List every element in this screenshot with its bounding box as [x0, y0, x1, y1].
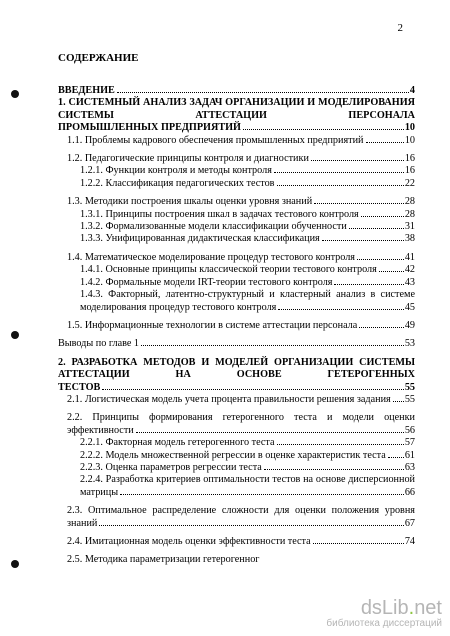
toc-page-number: 4 — [409, 85, 415, 96]
toc-leader-dots — [322, 240, 404, 241]
toc-entry-text: 1.4.2. Формальные модели IRT-теории тестового контроля — [80, 276, 333, 288]
toc-page-number: 16 — [404, 165, 415, 177]
toc-entry-text: 1.3. Методики построения шкалы оценки уровня знаний — [67, 196, 313, 208]
toc-entry-text: 1.2. Педагогические принципы контроля и диагностики — [67, 153, 309, 165]
toc-entry[interactable] — [58, 97, 415, 134]
toc-page-number: 41 — [404, 251, 415, 263]
toc-leader-dots — [357, 259, 404, 260]
toc-entry-text: 1.1. Проблемы кадрового обеспечения промышленных предприятий — [67, 134, 364, 146]
toc-entry[interactable] — [67, 320, 415, 332]
toc-leader-dots — [349, 228, 404, 229]
toc-entry[interactable] — [80, 221, 415, 233]
binder-hole — [11, 331, 19, 339]
toc-entry[interactable] — [58, 357, 415, 394]
toc-page-number: 53 — [404, 338, 415, 350]
toc-entry-text: 1.4.3. Факторный, латентно-структурный и кластерный анализ в системе — [80, 289, 415, 301]
toc-entry[interactable] — [67, 394, 415, 406]
toc-entry-text: 1.3.1. Принципы построения шкал в задачах тестового контроля — [80, 208, 359, 220]
toc-title: СОДЕРЖАНИЕ — [58, 52, 139, 64]
toc-entry[interactable] — [67, 554, 415, 566]
toc-page-number: 31 — [404, 221, 415, 233]
toc-entry-text-tail: моделирования процедур тестового контроля — [80, 301, 277, 313]
toc-leader-dots — [99, 525, 403, 526]
toc-entry-text: 2.2.1. Факторная модель гетерогенного теста — [80, 437, 275, 449]
toc-entry-text: 2.2.3. Оценка параметров регрессии теста — [80, 461, 262, 473]
toc-entry[interactable] — [80, 289, 415, 314]
binder-hole — [11, 560, 19, 568]
toc-page-number: 49 — [404, 319, 415, 331]
watermark-logo: dsLib.net — [360, 597, 442, 619]
toc-entry-text: 1. СИСТЕМНЫЙ АНАЛИЗ ЗАДАЧ ОРГАНИЗАЦИИ И МОДЕЛИРОВАНИЯ СИСТЕМЫ АТТЕСТАЦИИ ПЕРСОНАЛА — [58, 97, 415, 121]
toc-entry-text: 1.3.3. Унифицированная дидактическая классификация — [80, 233, 320, 245]
toc-leader-dots — [359, 327, 404, 328]
toc-entry-text: 1.4. Математическое моделирование процедур тестового контроля — [67, 251, 355, 263]
toc-entry[interactable] — [58, 85, 415, 97]
toc-entry[interactable] — [80, 450, 415, 462]
toc-page-number: 42 — [404, 264, 415, 276]
toc-entry[interactable] — [67, 135, 415, 147]
toc-entry-text-tail: ТЕСТОВ — [58, 381, 101, 393]
toc-leader-dots — [388, 457, 404, 458]
toc-entry-text: ВВЕДЕНИЕ — [58, 85, 115, 96]
toc-leader-dots — [274, 172, 404, 173]
toc-entry-text: 2.2.4. Разработка критериев оптимальности тестов на основе дисперсионной — [80, 474, 415, 486]
page-number: 2 — [397, 22, 403, 34]
toc-page-number: 10 — [404, 134, 415, 146]
toc-entry-text: 2.3. Оптимальное распределение сложности для оценки положения уровня — [67, 505, 415, 517]
toc-leader-dots — [313, 543, 404, 544]
toc-entry-text: 1.3.2. Формализованные модели классификации обученности — [80, 221, 347, 233]
toc-leader-dots — [361, 216, 404, 217]
toc-entry[interactable] — [80, 178, 415, 190]
toc-page-number: 22 — [404, 177, 415, 189]
toc-entry-text: 1.2.1. Функции контроля и методы контроля — [80, 165, 272, 177]
toc-entry[interactable] — [67, 252, 415, 264]
toc-leader-dots — [393, 401, 404, 402]
toc-entry-text: 2.1. Логистическая модель учета процента правильности решения задания — [67, 393, 391, 405]
toc-page-number: 28 — [404, 208, 415, 220]
toc-entry-text-tail: матрицы — [80, 486, 119, 498]
toc-leader-dots — [334, 284, 403, 285]
toc-page-number: 55 — [404, 381, 415, 393]
toc-leader-dots — [379, 271, 404, 272]
toc-entry[interactable] — [80, 209, 415, 221]
toc-entry-text: Выводы по главе 1 — [58, 338, 140, 350]
toc-page-number: 28 — [404, 196, 415, 208]
toc-leader-dots — [120, 494, 404, 495]
toc-entry-text: 1.2.2. Классификация педагогических тестов — [80, 177, 275, 189]
toc-leader-dots — [277, 185, 404, 186]
toc-entry-text: 2. РАЗРАБОТКА МЕТОДОВ И МОДЕЛЕЙ ОРГАНИЗАЦИИ СИСТЕМЫ АТТЕСТАЦИИ НА ОСНОВЕ ГЕТЕРОГЕННЫХ — [58, 356, 415, 381]
toc-entry[interactable] — [80, 165, 415, 177]
toc-page-number: 57 — [404, 437, 415, 449]
toc-entry-text-tail: ПРОМЫШЛЕННЫХ ПРЕДПРИЯТИЙ — [58, 122, 241, 134]
toc-entry-text: 2.2. Принципы формирования гетерогенного теста и модели оценки — [67, 412, 415, 424]
toc-leader-dots — [136, 432, 404, 433]
toc-entry[interactable] — [67, 412, 415, 437]
toc-entry[interactable] — [80, 437, 415, 449]
toc-leader-dots — [314, 203, 404, 204]
table-of-contents — [58, 85, 415, 567]
toc-leader-dots — [243, 129, 404, 130]
toc-entry[interactable] — [80, 264, 415, 276]
toc-leader-dots — [278, 309, 403, 310]
toc-entry-text: 1.4.1. Основные принципы классической теории тестового контроля — [80, 264, 377, 276]
toc-leader-dots — [311, 160, 404, 161]
toc-entry[interactable] — [80, 462, 415, 474]
toc-entry[interactable] — [67, 153, 415, 165]
toc-entry[interactable] — [67, 196, 415, 208]
toc-page-number: 67 — [404, 517, 415, 529]
toc-entry[interactable] — [80, 277, 415, 289]
toc-page-number: 45 — [404, 301, 415, 313]
toc-entry[interactable] — [80, 233, 415, 245]
toc-leader-dots — [264, 469, 404, 470]
toc-entry-text: 2.5. Методика параметризации гетерогенног — [67, 554, 260, 566]
toc-entry-text: 2.2.2. Модель множественной регрессии в оценке характеристик теста — [80, 449, 386, 461]
toc-page-number: 10 — [404, 122, 415, 134]
toc-leader-dots — [277, 444, 404, 445]
toc-page-number: 61 — [404, 449, 415, 461]
toc-leader-dots — [102, 389, 403, 390]
toc-page-number: 16 — [404, 153, 415, 165]
toc-entry[interactable] — [80, 474, 415, 499]
toc-page-number: 63 — [404, 461, 415, 473]
toc-entry[interactable] — [67, 505, 415, 530]
watermark-subtitle: библиотека диссертаций — [326, 618, 442, 629]
toc-page-number: 38 — [404, 233, 415, 245]
toc-page-number: 74 — [404, 536, 415, 547]
toc-leader-dots — [141, 345, 404, 346]
toc-entry-text: 1.5. Информационные технологии в системе аттестации персонала — [67, 319, 358, 331]
toc-page-number: 66 — [404, 486, 415, 498]
binder-hole — [11, 90, 19, 98]
toc-entry-text: 2.4. Имитационная модель оценки эффективности теста — [67, 536, 311, 547]
toc-entry-text-tail: знаний — [67, 517, 98, 529]
toc-page-number: 56 — [404, 424, 415, 436]
watermark — [326, 598, 442, 630]
toc-page-number: 55 — [404, 393, 415, 405]
toc-page-number: 43 — [404, 276, 415, 288]
toc-entry[interactable] — [67, 536, 415, 548]
toc-leader-dots — [366, 142, 404, 143]
toc-entry-text-tail: эффективности — [67, 424, 134, 436]
toc-leader-dots — [117, 92, 409, 93]
toc-entry[interactable] — [58, 338, 415, 350]
